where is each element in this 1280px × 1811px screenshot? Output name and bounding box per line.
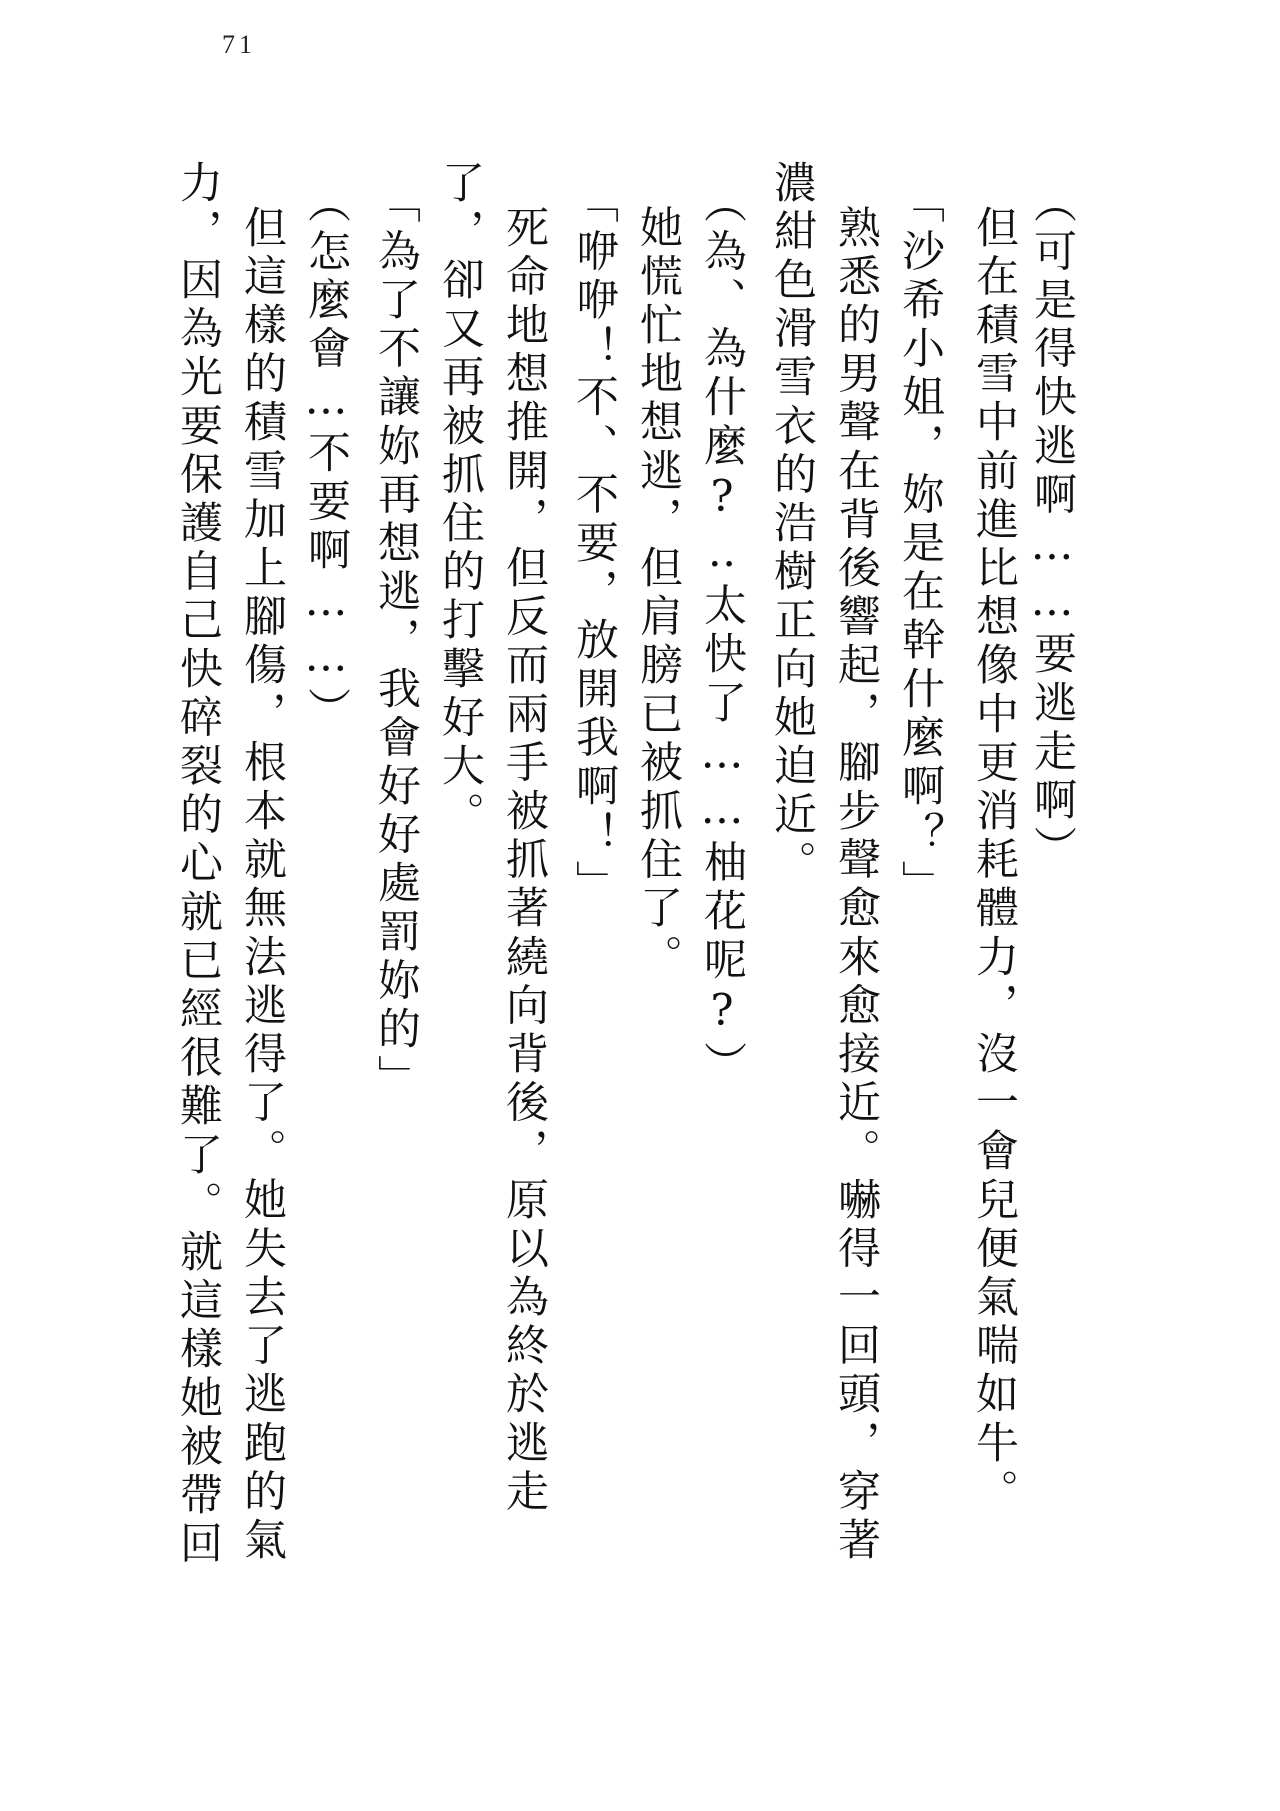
text-column-5: 濃紺色滑雪衣的浩樹正向她迫近。 [767, 160, 817, 889]
text-column-12: （怎麼會…不要啊……） [301, 180, 351, 736]
page-number: 71 [222, 30, 256, 59]
text-column-1: （可是得快逃啊……要逃走啊） [1027, 180, 1077, 875]
text-column-6: （為、為什麼?‥太快了……柚花呢?） [697, 180, 747, 1090]
text-column-3: 「沙希小姐，妳是在幹什麼啊？」 [895, 180, 945, 909]
text-column-2: 但在積雪中前進比想像中更消耗體力，沒一會兒便氣喘如牛。 [969, 205, 1019, 1518]
text-column-13: 但這樣的積雪加上腳傷，根本就無法逃得了。她失去了逃跑的氣 [237, 205, 287, 1566]
text-column-4: 熟悉的男聲在背後響起，腳步聲愈來愈接近。嚇得一回頭，穿著 [831, 205, 881, 1566]
text-column-11: 「為了不讓妳再想逃，我會好好處罰妳的」 [371, 180, 421, 1104]
text-column-8: 「咿咿！不、不要，放開我啊！」 [569, 180, 619, 909]
text-column-7: 她慌忙地想逃，但肩膀已被抓住了。 [633, 205, 683, 983]
text-column-9: 死命地想推開，但反而兩手被抓著繞向背後，原以為終於逃走 [499, 205, 549, 1518]
text-column-14: 力，因為光要保護自己快碎裂的心就已經很難了。就這樣她被帶回 [173, 160, 223, 1570]
text-column-10: 了，卻又再被抓住的打擊好大。 [435, 160, 485, 841]
